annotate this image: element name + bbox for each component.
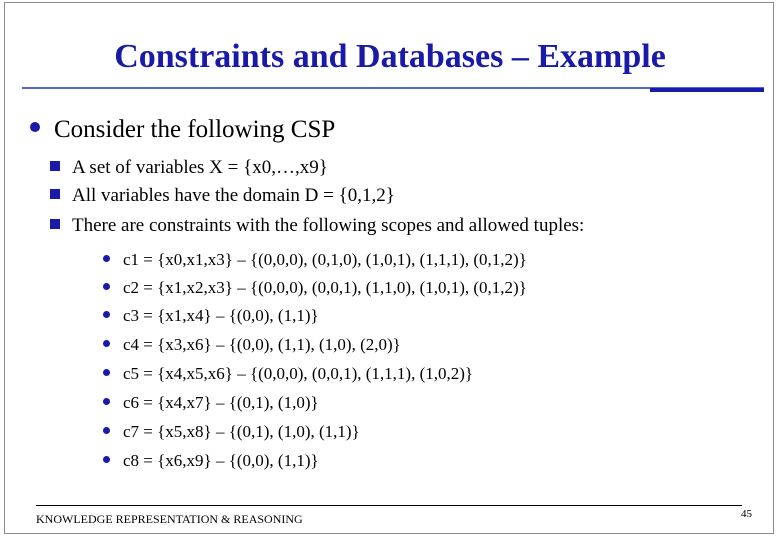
constraint-item [103,364,473,384]
bullet-square-icon [50,189,60,199]
constraint-item [103,393,319,413]
constraint-text: c8 = {x6,x9} – {(0,0), (1,1)} [123,451,319,470]
constraint-item [103,306,319,326]
page-number: 45 [741,508,752,520]
constraint-text: c1 = {x0,x1,x3} – {(0,0,0), (0,1,0), (1,0,1), (1,1,1), (0,1,2)} [123,250,527,269]
sub-bullet-text: A set of variables X = {x0,…,x9} [72,157,328,178]
constraint-text: c2 = {x1,x2,x3} – {(0,0,0), (0,0,1), (1,1,0), (1,0,1), (0,1,2)} [123,278,527,297]
constraint-item [103,278,527,298]
slide-title: Constraints and Databases – Example [114,38,666,75]
constraint-item [103,451,319,471]
bullet-dot-icon [103,311,110,318]
bullet-dot-icon [103,369,110,376]
bullet-dot-icon [103,427,110,434]
bullet-square-icon [50,161,60,171]
footer-text: KNOWLEDGE REPRESENTATION & REASONING [36,512,303,526]
constraint-item [103,422,360,442]
bullet-square-icon [50,219,60,229]
constraint-text: c4 = {x3,x6} – {(0,0), (1,1), (1,0), (2,0)} [123,335,401,354]
sub-bullet-text: All variables have the domain D = {0,1,2} [72,185,395,206]
sub-bullet-text: There are constraints with the following scopes and allowed tuples: [72,215,585,236]
bullet-dot-icon [103,283,110,290]
footer-rule [36,505,742,506]
bullet-dot-icon [30,122,40,132]
constraint-text: c7 = {x5,x8} – {(0,1), (1,0), (1,1)} [123,422,360,441]
constraint-item [103,250,527,270]
sub-bullet [50,185,395,207]
title-underline-accent [650,88,764,92]
bullet-dot-icon [103,255,110,262]
constraint-text: c3 = {x1,x4} – {(0,0), (1,1)} [123,306,319,325]
sub-bullet [50,157,328,179]
sub-bullet [50,215,584,237]
constraint-text: c5 = {x4,x5,x6} – {(0,0,0), (0,0,1), (1,1,1), (1,0,2)} [123,364,474,383]
constraint-item [103,335,401,355]
main-bullet [30,116,335,144]
bullet-dot-icon [103,340,110,347]
constraint-text: c6 = {x4,x7} – {(0,1), (1,0)} [123,393,319,412]
main-bullet-text: Consider the following CSP [54,116,336,143]
bullet-dot-icon [103,398,110,405]
bullet-dot-icon [103,456,110,463]
